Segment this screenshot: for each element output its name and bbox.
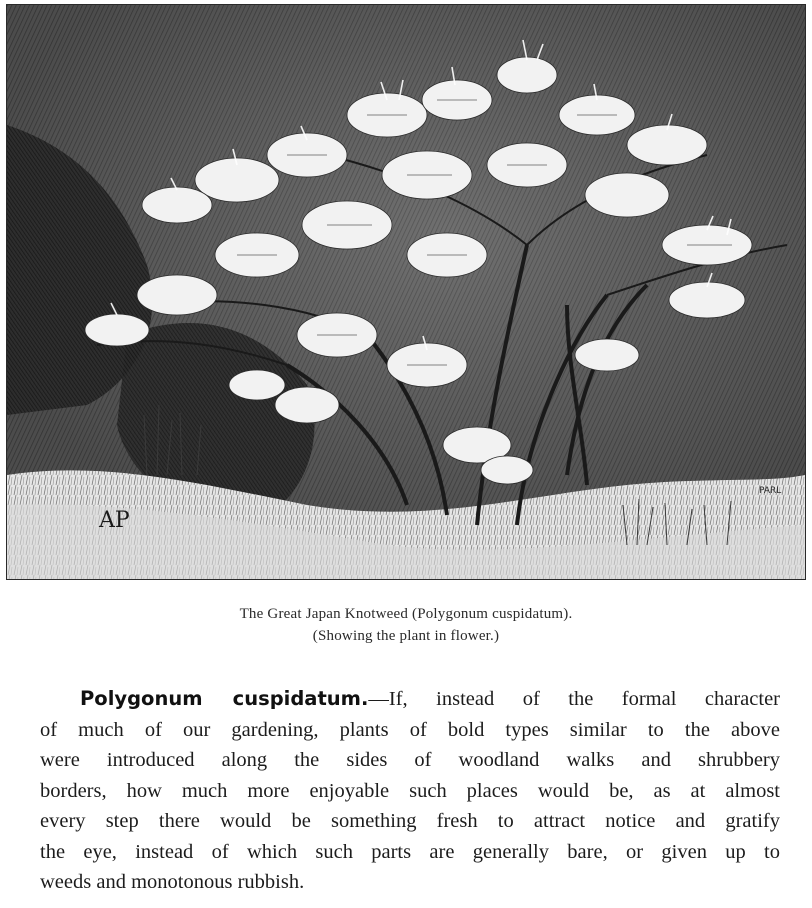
article-heading: Polygonum cuspidatum.: [80, 687, 369, 710]
paragraph-line: weeds and monotonous rubbish.: [40, 871, 305, 893]
paragraph-line: of much of our gardening, plants of bold types similar to the above: [40, 718, 780, 741]
figure-caption: The Great Japan Knotweed (Polygonum cuspidatum).: [239, 606, 573, 622]
paragraph-line: [40, 684, 780, 715]
engraving-illustration: [6, 4, 806, 580]
engraver-mark: PARL: [759, 486, 782, 496]
paragraph-line: every step there would be something fresh to attract notice and gratify: [40, 810, 780, 832]
figure-subcaption: (Showing the plant in flower.): [312, 628, 500, 644]
paragraph-line: were introduced along the sides of woodland walks and shrubbery: [40, 749, 780, 771]
monogram-mark: AP: [99, 508, 130, 533]
knotweed-engraving: [7, 5, 805, 579]
article-paragraph: [40, 684, 780, 898]
paragraph-line: the eye, instead of which such parts are generally bare, or given up to: [40, 840, 780, 863]
paragraph-line-text: —If, instead of the formal character: [368, 688, 780, 710]
paragraph-line: borders, how much more enjoyable such places would be, as at almost: [40, 779, 780, 802]
